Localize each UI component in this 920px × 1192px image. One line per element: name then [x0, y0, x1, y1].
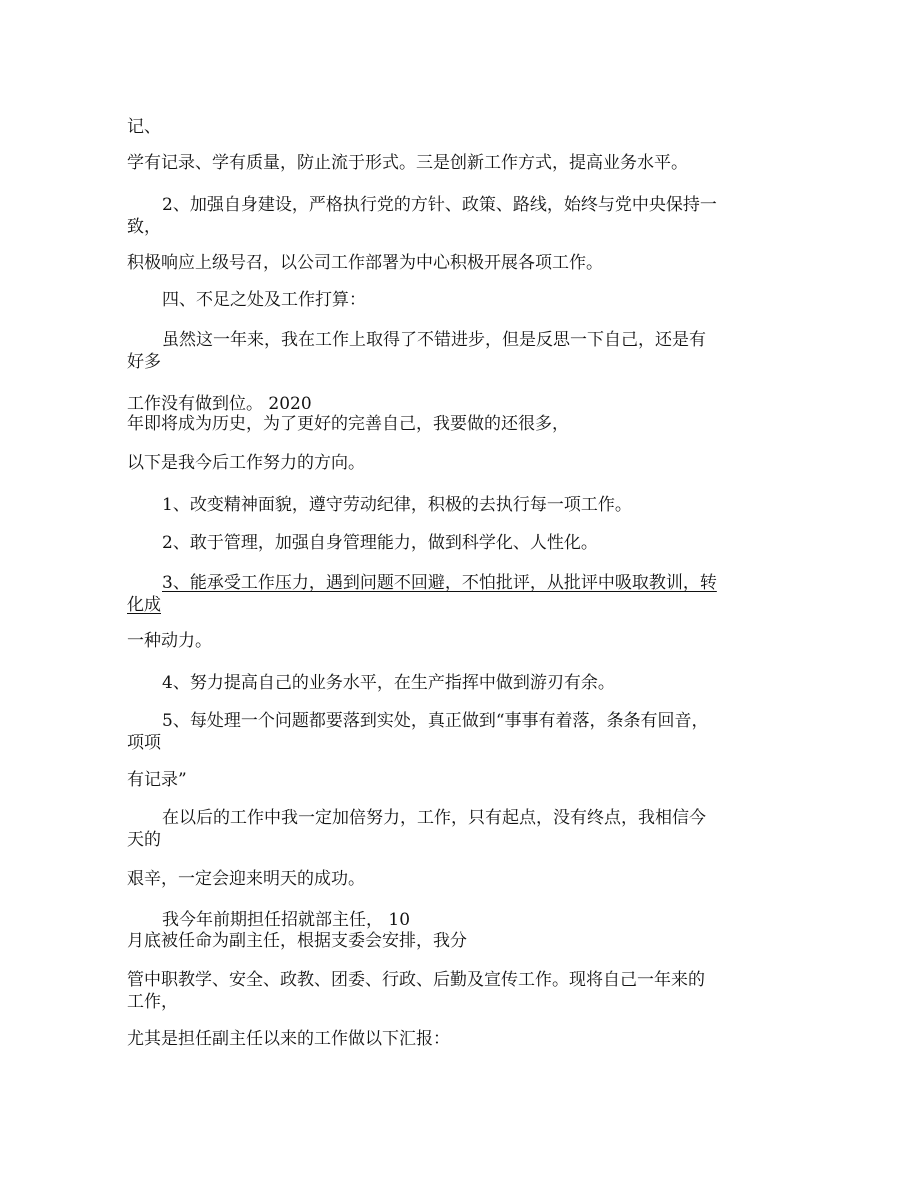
list-item-underlined-continuation: 化成 — [127, 595, 161, 615]
list-item: 4、努力提高自己的业务水平，在生产指挥中做到游刃有余。 — [162, 673, 615, 693]
text-line: 好多 — [127, 352, 161, 372]
text-line: 月底被任命为副主任，根据支委会安排，我分 — [127, 931, 467, 951]
list-item: 1、改变精神面貌，遵守劳动纪律，积极的去执行每一项工作。 — [162, 495, 632, 515]
text-line: 虽然这一年来，我在工作上取得了不错进步，但是反思一下自己，还是有 — [162, 330, 706, 350]
text-line: 艰辛，一定会迎来明天的成功。 — [127, 869, 365, 889]
text-line: 尤其是担任副主任以来的工作做以下汇报： — [127, 1029, 450, 1049]
text-line: 积极响应上级号召，以公司工作部署为中心积极开展各项工作。 — [127, 253, 603, 273]
text-line: 记、 — [127, 117, 161, 137]
text-line: 有记录” — [127, 770, 187, 790]
text-line: 一种动力。 — [127, 631, 212, 651]
text-line: 以下是我今后工作努力的方向。 — [127, 453, 365, 473]
text-line: 致， — [127, 217, 161, 237]
list-item: 2、敢于管理，加强自身管理能力，做到科学化、人性化。 — [162, 533, 598, 553]
text-line: 学有记录、学有质量，防止流于形式。三是创新工作方式，提高业务水平。 — [127, 153, 688, 173]
list-item: 5、每处理一个问题都要落到实处，真正做到“事事有着落，条条有回音， — [162, 711, 709, 731]
text-line: 年即将成为历史，为了更好的完善自己，我要做的还很多， — [127, 414, 569, 434]
text-line: 在以后的工作中我一定加倍努力，工作，只有起点，没有终点，我相信今 — [162, 808, 706, 828]
text-line: 2、加强自身建设，严格执行党的方针、政策、路线，始终与党中央保持一 — [162, 195, 717, 215]
text-line: 项项 — [127, 733, 161, 753]
list-item-underlined: 3、能承受工作压力，遇到问题不回避，不怕批评，从批评中吸取教训，转 — [162, 573, 717, 593]
section-heading: 四、不足之处及工作打算： — [162, 290, 366, 310]
text-line: 天的 — [127, 830, 161, 850]
text-line: 管中职教学、安全、政教、团委、行政、后勤及宣传工作。现将自己一年来的 — [127, 970, 705, 990]
text-line: 工作， — [127, 992, 178, 1012]
text-line: 工作没有做到位。 2020 — [127, 394, 312, 414]
text-line: 我今年前期担任招就部主任， 10 — [162, 910, 411, 930]
